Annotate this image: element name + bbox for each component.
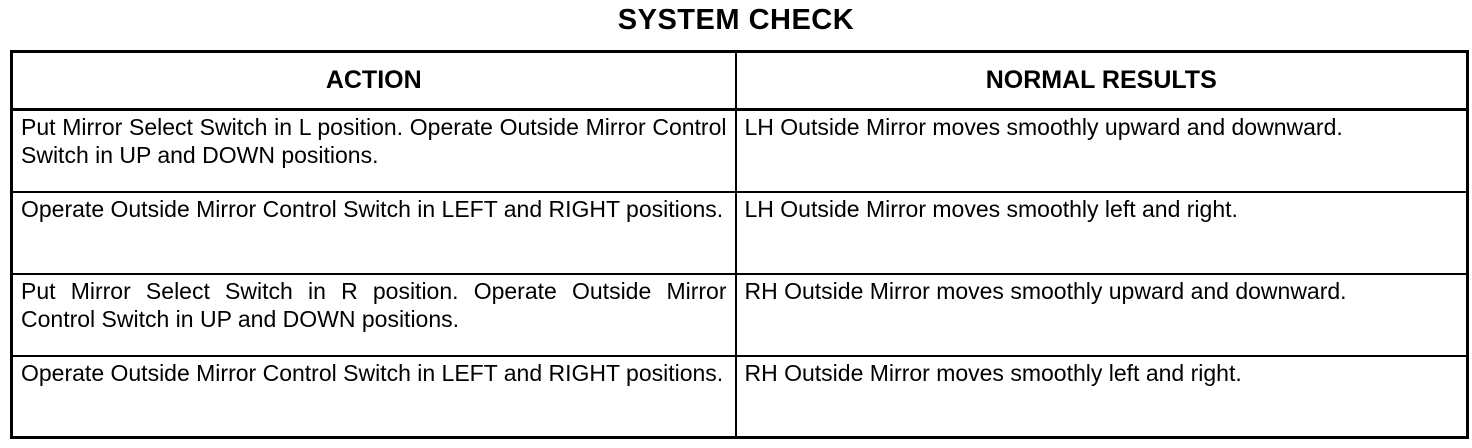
- table-row: [12, 356, 1468, 438]
- table-row: [12, 192, 1468, 274]
- table-row: [12, 110, 1468, 192]
- action-text: Operate Outside Mirror Control Switch in LEFT and RIGHT positions.: [21, 359, 724, 386]
- action-text: Put Mirror Select Switch in R position. Operate Outside Mirror Control Switch in UP and DOWN positions.: [21, 277, 727, 332]
- table-header-row: [12, 52, 1468, 110]
- action-text: Put Mirror Select Switch in L position. Operate Outside Mirror Control Switch in UP and DOWN positions.: [21, 114, 727, 168]
- result-text: RH Outside Mirror moves smoothly left and right.: [744, 359, 1242, 386]
- result-text: LH Outside Mirror moves smoothly upward and downward.: [744, 114, 1343, 140]
- system-check-table: [10, 50, 1469, 439]
- result-text: RH Outside Mirror moves smoothly upward and downward.: [744, 277, 1347, 304]
- action-cell: [12, 192, 736, 274]
- page-title: SYSTEM CHECK: [617, 4, 855, 36]
- result-cell: [736, 356, 1468, 438]
- table-row: [12, 274, 1468, 356]
- action-cell: [12, 274, 736, 356]
- result-cell: [736, 192, 1468, 274]
- column-header-normal-results: NORMAL RESULTS: [736, 52, 1468, 110]
- result-cell: [736, 274, 1468, 356]
- result-text: LH Outside Mirror moves smoothly left and right.: [744, 195, 1238, 222]
- action-cell: [12, 110, 736, 192]
- action-text: Operate Outside Mirror Control Switch in LEFT and RIGHT positions.: [21, 195, 724, 222]
- column-header-action: ACTION: [12, 52, 736, 110]
- result-cell: [736, 110, 1468, 192]
- action-cell: [12, 356, 736, 438]
